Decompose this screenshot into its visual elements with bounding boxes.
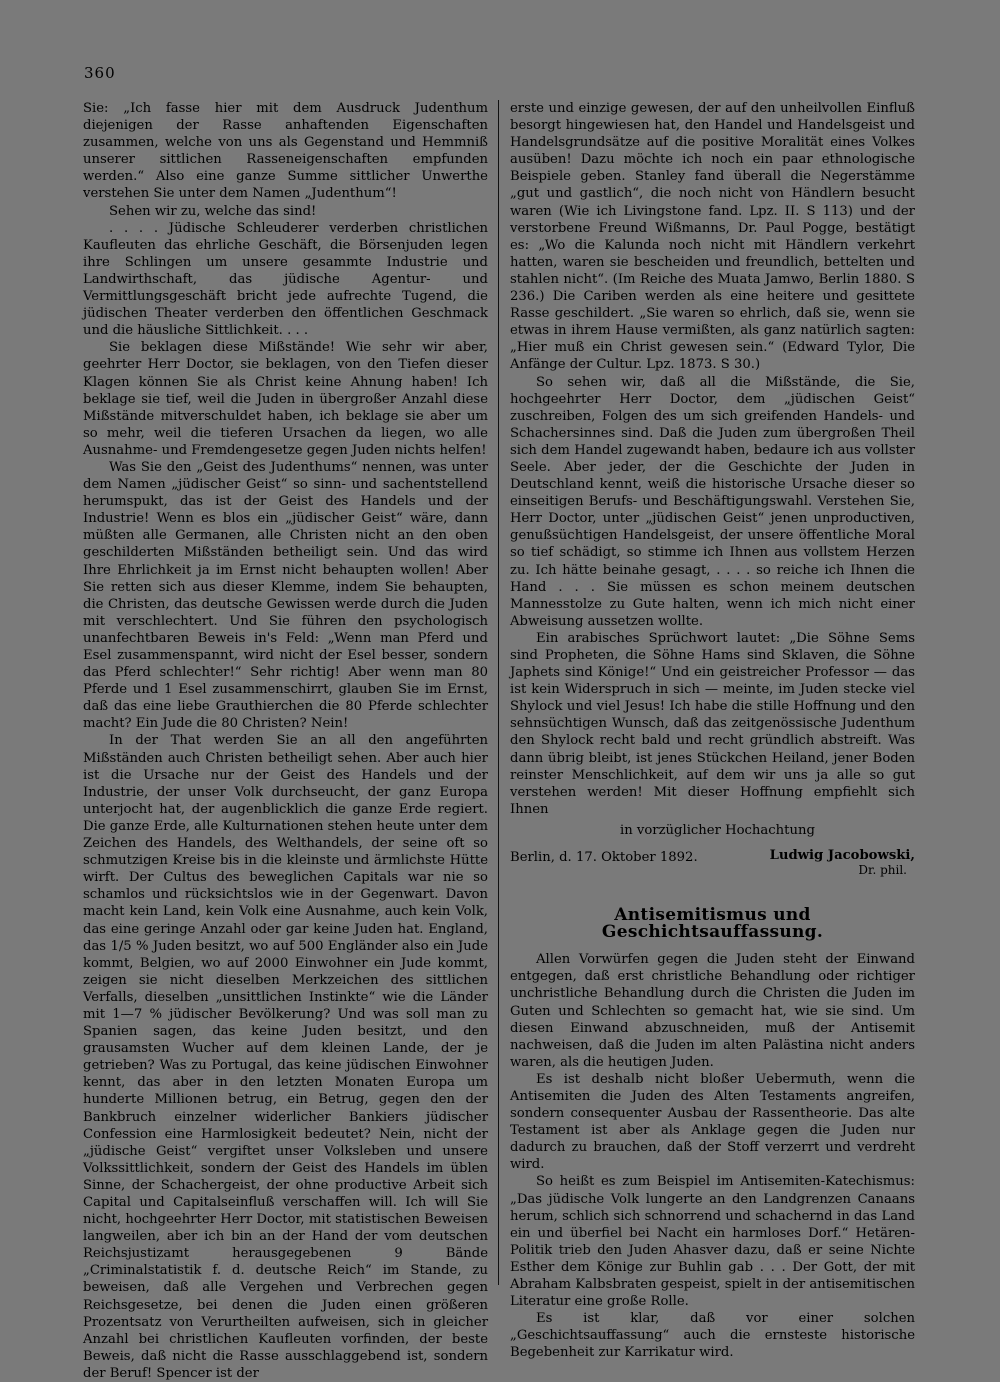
paragraph: erste und einzige gewesen, der auf den unheilvollen Einfluß besorgt hingewiesen hat, den Handel und Handelsgeist und Handelsgrundsätze auf die positive Moralität eines Volkes ausüben! Dazu möchte ich noch ein paar ethnologische Beispiele geben. Stanley fand überall die Negerstämme „gut und gastlich“, die noch nicht von Händlern besucht waren (Wie ich Livingstone fand. Lpz. II. S 113) und der verstorbene Freund Wißmanns, Dr. Paul Pogge, bestätigt es: „Wo die Kalunda noch nicht mit Händlern verkehrt hatten, waren sie bescheiden und freundlich, bettelten und stahlen nicht“. (Im Reiche des Muata Jamwo, Berlin 1880. S 236.) Die Cariben werden als eine heitere und gesittete Rasse geschildert. „Sie waren so ehrlich, daß sie, wenn sie etwas in ihrem Hause vermißten, als ganz natürlich sagten: „Hier muß ein Christ gewesen sein.“ (Edward Tylor, Die Anfänge der Cultur. Lpz. 1873. S 30.) — [510, 101, 915, 373]
paragraph: Allen Vorwürfen gegen die Juden steht der Einwand entgegen, daß erst christliche Behandlung oder richtiger unchristliche Behandlung durch die Christen die Juden im Guten und Schlechten so gemacht hat, wie sie sind. Um diesen Einwand abzuschneiden, muß der Antisemit nachweisen, daß die Juden im alten Palästina nicht anders waren, als die heutigen Juden. — [510, 952, 915, 1070]
paragraph: So sehen wir, daß all die Mißstände, die Sie, hochgeehrter Herr Doctor, dem „jüdischen Geist“ zuschreiben, Folgen des um sich greifenden Handels- und Schachersinnes sind. Daß die Juden zum übergroßen Theil sich dem Handel zugewandt haben, bedaure ich aus vollster Seele. Aber jeder, der die Geschichte der Juden in Deutschland kennt, weiß die historische Ursache dieser so einseitigen Berufs- und Beschäftigungswahl. Verstehen Sie, Herr Doctor, unter „jüdischen Geist“ jenen unproductiven, genußsüchtigen Handelsgeist, der unsere öffentliche Moral so tief schädigt, so stimme ich Ihnen aus vollstem Herzen zu. Ich hätte beinahe gesagt, . . . . so reiche ich Ihnen die Hand . . . Sie müssen es schon meinem deutschen Mannesstolze zu Gute halten, wenn ich mich nicht einer Abweisung aussetzen wollte. — [510, 374, 915, 629]
signature — [770, 849, 915, 877]
signature-block — [510, 849, 915, 877]
paragraph: Es ist deshalb nicht bloßer Uebermuth, wenn die Antisemiten die Juden des Alten Testaments angreifen, sondern consequenter Ausbau der Rassentheorie. Das alte Testament ist aber als Anklage gegen die Juden nur dadurch zu brauchen, daß der Stoff verzerrt und verdreht wird. — [510, 1071, 915, 1173]
column-divider — [498, 100, 499, 1285]
paragraph: Was Sie den „Geist des Judenthums“ nennen, was unter dem Namen „jüdischer Geist“ so sinn- und sachentstellend herumspukt, das ist der Geist des Handels und der Industrie! Wenn es blos ein „jüdischer Geist“ wäre, dann müßten alle Germanen, alle Christen nicht an den oben geschilderten Mißständen betheiligt sein. Und das wird Ihre Ehrlichkeit ja im Ernst nicht behaupten wollen! Aber Sie retten sich aus dieser Klemme, indem Sie behaupten, die Christen, das deutsche Gewissen werde durch die Juden mit verschlechtert. Und Sie führen den psychologisch unanfechtbaren Beweis in's Feld: „Wenn man Pferd und Esel zusammenspannt, wird nicht der Esel besser, sondern das Pferd schlechter!“ Sehr richtig! Aber wenn man 80 Pferde und 1 Esel zusammenschirrt, glauben Sie im Ernst, daß das eine liebe Grauthierchen die 80 Pferde schlechter macht? Ein Jude die 80 Christen? Nein! — [83, 459, 488, 732]
article-heading: Antisemitismus und Geschichtsauffassung. — [601, 905, 824, 943]
letter-closing: in vorzüglicher Hochachtung — [620, 822, 815, 838]
page-number: 360 — [84, 64, 116, 82]
paragraph: Ein arabisches Sprüchwort lautet: „Die Söhne Sems sind Propheten, die Söhne Hams sind Sklaven, die Söhne Japhets sind Könige!“ Und ein geistreicher Professor — das ist kein Widerspruch in sich — meinte, im Juden stecke viel Shylock und viel Jesus! Ich habe die stille Hoffnung und den sehnsüchtigen Wunsch, daß das zeitgenössische Judenthum den Shylock recht bald und recht gründlich abstreift. Was dann übrig bleibt, ist jenes Stückchen Heiland, jener Boden reinster Menschlichkeit, auf dem wir uns ja alle so gut verstehen werden! Mit dieser Hoffnung empfiehlt sich Ihnen — [510, 630, 915, 817]
left-column — [83, 100, 488, 1382]
place-date: Berlin, d. 17. Oktober 1892. — [510, 850, 698, 866]
paragraph: . . . . Jüdische Schleuderer verderben christlichen Kaufleuten das ehrliche Geschäft, die Börsenjuden legen ihre Schlingen um unsere gesammte Industrie und Landwirthschaft, das jüdische Agentur- und Vermittlungsgeschäft bricht jede aufrechte Tugend, die jüdischen Theater verderben den öffentlichen Geschmack und die häusliche Sittlichkeit. . . . — [83, 220, 488, 339]
paragraph: Sie beklagen diese Mißstände! Wie sehr wir aber, geehrter Herr Doctor, sie beklagen, von den Tiefen dieser Klagen können Sie als Christ keine Ahnung haben! Ich beklage sie tief, weil die Juden in übergroßer Anzahl diese Mißstände mitverschuldet haben, ich beklage sie aber um so mehr, weil die tieferen Ursachen da liegen, wo alle Ausnahme- und Fremdengesetze gegen Juden nichts helfen! — [83, 340, 488, 458]
signature-title: Dr. phil. — [858, 863, 907, 878]
signature-name: Ludwig Jacobowski, — [769, 848, 915, 864]
paragraph: Es ist klar, daß vor einer solchen „Geschichtsauffassung“ auch die ernsteste historische Begebenheit zur Karrikatur wird. — [510, 1311, 915, 1361]
right-column — [510, 100, 915, 1361]
paragraph: Sehen wir zu, welche das sind! — [109, 203, 317, 219]
paragraph: So heißt es zum Beispiel im Antisemiten-Katechismus: „Das jüdische Volk lungerte an den Landgrenzen Canaans herum, schlich sich schnorrend und schachernd in das Land ein und überfiel bei Nacht ein harmloses Dorf.“ Hetären-Politik trieb den Juden Ahasver dazu, daß er seine Nichte Esther dem Könige zur Buhlin gab . . . Der Gott, der mit Abraham Kalbsbraten gespeist, spielt in der antisemitischen Literatur eine große Rolle. — [510, 1174, 915, 1310]
paragraph: Sie: „Ich fasse hier mit dem Ausdruck Judenthum diejenigen der Rasse anhaftenden Eigenschaften zusammen, welche von uns als Gegenstand und Hemmniß unserer sittlichen Rasseneigenschaften empfunden werden.“ Also eine ganze Summe sittlicher Unwerthe verstehen Sie unter dem Namen „Judenthum“! — [83, 101, 488, 202]
paragraph: In der That werden Sie an all den angeführten Mißständen auch Christen betheiligt sehen. Aber auch hier ist die Ursache nur der Geist des Handels und der Industrie, der unser Volk durchseucht, der ganz Europa unterjocht hat, der augenblicklich die ganze Erde regiert. Die ganze Erde, alle Kulturnationen stehen heute unter dem Zeichen des Handels, des Welthandels, der seine oft so schmutzigen Kreise bis in die kleinste und ärmlichste Hütte wirft. Der Cultus des beweglichen Capitals war nie so schamlos und rücksichtslos wie in der Gegenwart. Davon macht kein Land, kein Volk eine Ausnahme, auch kein Volk, das eine geringe Anzahl oder gar keine Juden hat. England, das 1/5 % Juden besitzt, wo auf 500 Engländer also ein Jude kommt, Belgien, wo auf 2000 Einwohner ein Jude kommt, zeigen sie nicht dieselben Merkzeichen des sittlichen Verfalls, dieselben „unsittlichen Instinkte“ wie die Länder mit 1—7 % jüdischer Bevölkerung? Und was soll man zu Spanien sagen, das keine Juden besitzt, und den grausamsten Wucher auf dem kleinen Lande, der je getrieben? Was zu Portugal, das keine jüdischen Einwohner kennt, das aber in den letzten Monaten Europa um hunderte Millionen betrug, ein Betrug, gegen den der Bankbruch einzelner widerlicher Bankiers jüdischer Confession eine Harmlosigkeit bedeutet? Nein, nicht der „jüdische Geist“ vergiftet unser Volksleben und unsere Volkssittlichkeit, sondern der Geist des Handels im üblen Sinne, der Schachergeist, der ohne productive Arbeit sich Capital und Capitalseinfluß verschaffen will. Ich will Sie nicht, hochgeehrter Herr Doctor, mit statistischen Beweisen langweilen, aber ich bin an der Hand der vom deutschen Reichsjustizamt herausgegebenen 9 Bände „Criminalstatistik f. d. deutsche Reich“ im Stande, zu beweisen, daß alle Vergehen und Verbrechen gegen Reichsgesetze, bei denen die Juden einen größeren Prozentsatz von Verurtheilten aufweisen, sich in gleicher Anzahl bei christlichen Kaufleuten vorfinden, der beste Beweis, daß nicht die Rasse ausschlaggebend ist, sondern der Beruf! Spencer ist der — [83, 733, 488, 1381]
